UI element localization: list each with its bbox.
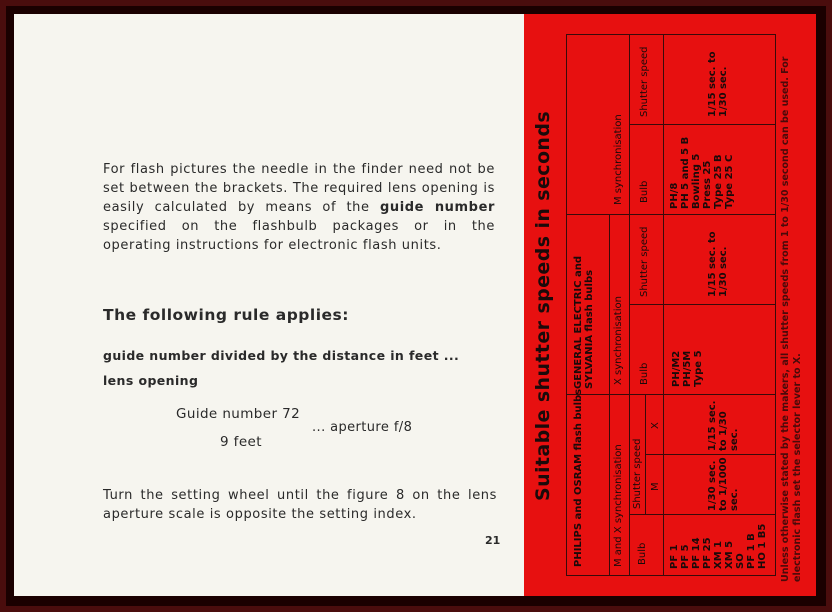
rule-line-2: lens opening: [103, 373, 199, 388]
group2-bulbs: PH/M2 PH/5M Type 5: [671, 350, 704, 387]
group1-col-bulb: Bulb: [637, 542, 648, 565]
group3-col-shutter: Shutter speed: [639, 46, 650, 117]
group2-col-shutter: Shutter speed: [639, 226, 650, 297]
intro-end-text: specified on the flashbulb packages or in the operating instructions for electronic flash units.: [103, 219, 495, 253]
header-rule-1: [609, 215, 610, 575]
instruction-paragraph: Turn the setting wheel until the figure 8 on the lens aperture scale is opposite the setting index.: [103, 488, 497, 522]
formula-numerator: Guide number 72: [176, 406, 301, 422]
intro-text: For flash pictures the needle in the finder need not be set between the brackets. The required lens opening is easily calculated by means of the: [103, 162, 495, 215]
group1-header: PHILIPS and OSRAM flash bulbs: [573, 388, 584, 567]
group-divider-1: [567, 394, 775, 395]
col-line-1b: [645, 454, 775, 455]
manual-spread: [14, 14, 816, 596]
rule-heading: The following rule applies:: [103, 306, 349, 324]
group2-col-bulb: Bulb: [639, 362, 650, 385]
group2-sync: X synchronisation: [613, 296, 624, 385]
formula-result: ... aperture f/8: [312, 420, 413, 435]
table-title: Suitable shutter speeds in seconds: [532, 110, 554, 501]
group1-col-m: M: [650, 482, 661, 491]
page-number: 21: [485, 534, 501, 547]
group-divider-2: [567, 214, 775, 215]
group2-header: GENERAL ELECTRIC and SYLVANIA flash bulbs: [573, 256, 595, 389]
header-rule-2: [629, 35, 630, 575]
group1-bulbs: PF 1 PF 5 PF 14 PF 25 XM 1 XM 5 SO PF 1 B HO 1 B5: [669, 523, 768, 569]
group2-speed: 1/15 sec. to 1/30 sec.: [707, 231, 729, 297]
table-footnote: Unless otherwise stated by the makers, all shutter speeds from 1 to 1/30 second can be used. For electronic flash set the selector lever to X.: [780, 56, 803, 582]
group1-col-x: X: [650, 422, 661, 429]
header-rule-3: [663, 35, 664, 575]
left-page: [14, 14, 524, 596]
shutter-speed-table: [566, 34, 776, 576]
intro-paragraph: [103, 160, 495, 255]
col-line-1: [629, 514, 775, 515]
group3-bulbs: PH/8 PH 5 and 5 B Bowling 5 Press 25 Type 25 B Type 25 C: [669, 136, 735, 209]
group3-sync: M synchronisation: [613, 114, 624, 205]
rule-line-1: guide number divided by the distance in feet ...: [103, 348, 460, 363]
right-page: [524, 14, 816, 596]
group3-speed: 1/15 sec. to 1/30 sec.: [707, 51, 729, 117]
group1-sync: M and X synchronisation: [613, 444, 624, 567]
group3-col-bulb: Bulb: [639, 180, 650, 203]
col-line-2: [629, 304, 775, 305]
intro-bold-text: guide number: [379, 200, 496, 215]
formula-denominator: 9 feet: [220, 434, 262, 450]
group1-speed-x: 1/15 sec. to 1/30 sec.: [707, 400, 740, 451]
rotated-table-panel: [524, 14, 816, 596]
group1-col-shutter: Shutter speed: [632, 438, 643, 509]
group1-speed-m: 1/30 sec. to 1/1000 sec.: [707, 457, 740, 511]
shutter-sub-rule: [645, 395, 646, 515]
col-line-3: [629, 124, 775, 125]
